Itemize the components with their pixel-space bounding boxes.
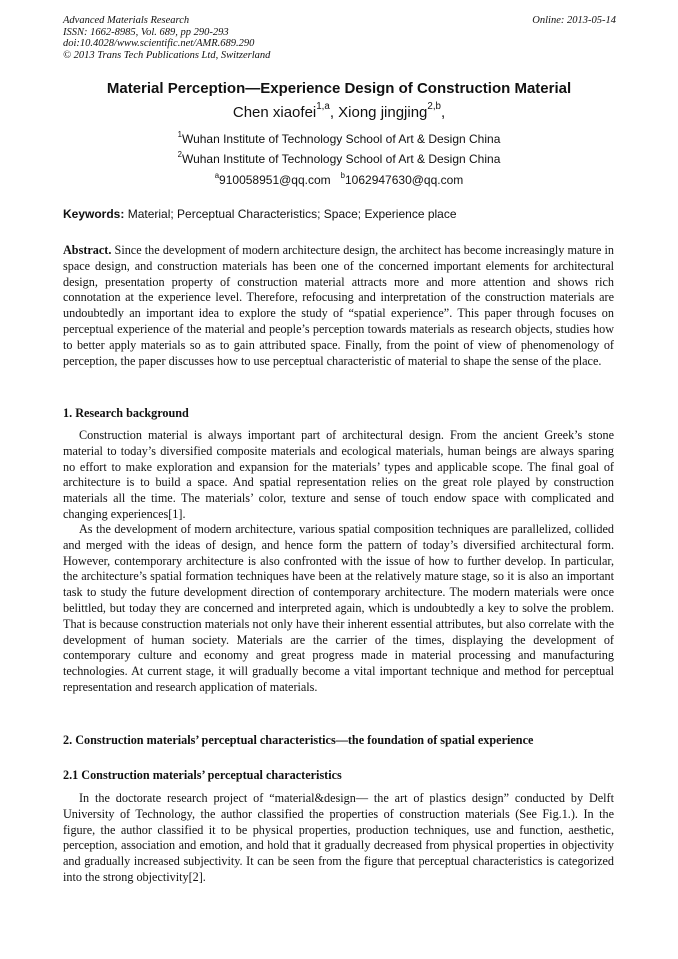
- keywords: [63, 207, 616, 221]
- keywords-label: Keywords:: [63, 207, 125, 221]
- author-2-sup: 2,b: [427, 101, 441, 113]
- email-b-sup: b: [340, 170, 345, 180]
- section-1-paragraph-2: As the development of modern architecture, various spatial composition techniques are parallelized, collided and merged with the ideas of design, and hence form the pattern of today’s diversified architectural form. However, contemporary architecture is also confronted with the issue of how to further develop. In particular, the architecture’s spatial formation techniques have been at the relatively mature stage, so it is also an important task to study the future development direction of contemporary architecture. The modern materials were once belittled, but today they are concerned and interpreted again, which is undoubtedly a key to solve the problem. That is because construction materials not only have their inherent essential attributes, but also correlate with the development of human society. Materials are the carrier of the times, displaying the development of contemporary culture and economy and great progress made in material processing and manufacturing technologies. At current stage, it will gradually become a vital important technique and method for perceptual representation and research application of materials.: [63, 522, 614, 694]
- affiliation-1-sup: 1: [177, 129, 182, 139]
- author-2-name: Xiong jingjing: [338, 104, 428, 121]
- section-1-paragraph-1: Construction material is always important part of architectural design. From the ancient Greek’s stone material to today’s diversified composite materials and ecological materials, human beings are always sparing no effort to make exploration and expansion for the materials’ types and applicable scope. The final goal of architecture is to build a space. And spatial representation relies on the great role played by construction materials all the time. The materials’ color, texture and sense of touch endow space with complicated and changing experiences[1].: [63, 428, 614, 521]
- affiliation-2-sup: 2: [177, 149, 182, 159]
- abstract: [63, 243, 614, 369]
- affiliation-2-text: Wuhan Institute of Technology School of Art & Design China: [181, 152, 501, 166]
- section-2-heading: 2. Construction materials’ perceptual characteristics—the foundation of spatial experience: [63, 733, 534, 747]
- email-a: 910058951@qq.com: [219, 173, 331, 187]
- author-1-sup: 1,a: [316, 101, 330, 113]
- email-a-sup: a: [214, 170, 220, 180]
- issn-line: ISSN: 1662-8985, Vol. 689, pp 290-293: [63, 26, 229, 38]
- affiliation-2: [0, 149, 678, 166]
- journal-name: Advanced Materials Research: [63, 15, 190, 26]
- section-2-1-paragraph-1: In the doctorate research project of “material&design— the art of plastics design” conducted by Delft University of Technology, the author classified the properties of construction materials (See Fig.1.). In the figure, the author classified it to be physical properties, production techniques, use and function, aesthetic, perception, association and emotion, and hold that it gradually decreased from physical properties in objectivity and gradually increased subjectivity. It can be seen from the figure that perceptual characteristics is categorized into the strong objectivity[2].: [63, 791, 614, 884]
- email-b: 1062947630@qq.com: [345, 173, 464, 187]
- section-1-heading: 1. Research background: [63, 406, 189, 420]
- abstract-text: Since the development of modern architecture design, the architect has become increasingly mature in space design, and construction materials has been one of the concerned important elements for architectural design, presentation property of construction material attracts more and more attention and shows rich connotation at the experience level. Therefore, refocusing and interpretation of the construction materials are undoubtedly an important idea to explore the study of “spatial experience”. This paper through focuses on perceptual experience of the material and people’s perception towards materials as research objects, studies how to better apply materials so as to gain attributed space. Finally, from the point of view of phenomenology of perception, the paper discusses how to use perceptual characteristic of material to shape the sense of the place.: [63, 243, 614, 368]
- online-date: Online: 2013-05-14: [532, 15, 616, 26]
- paper-title: Material Perception—Experience Design of Construction Material: [106, 80, 572, 97]
- abstract-label: Abstract.: [63, 243, 112, 257]
- author-trailing: ,: [440, 104, 446, 121]
- affiliation-1: [0, 129, 678, 146]
- affiliation-1-text: Wuhan Institute of Technology School of Art & Design China: [181, 132, 501, 146]
- author-1-name: Chen xiaofei: [232, 104, 317, 121]
- journal-header: [63, 15, 616, 61]
- email-line: [0, 170, 678, 187]
- section-2-1-heading: 2.1 Construction materials’ perceptual characteristics: [63, 768, 342, 782]
- author-separator: ,: [329, 104, 339, 121]
- doi-line: doi:10.4028/www.scientific.net/AMR.689.290: [63, 38, 255, 49]
- author-line: [0, 101, 678, 121]
- copyright-line: © 2013 Trans Tech Publications Ltd, Switzerland: [63, 49, 271, 61]
- keywords-text: Material; Perceptual Characteristics; Space; Experience place: [124, 207, 457, 221]
